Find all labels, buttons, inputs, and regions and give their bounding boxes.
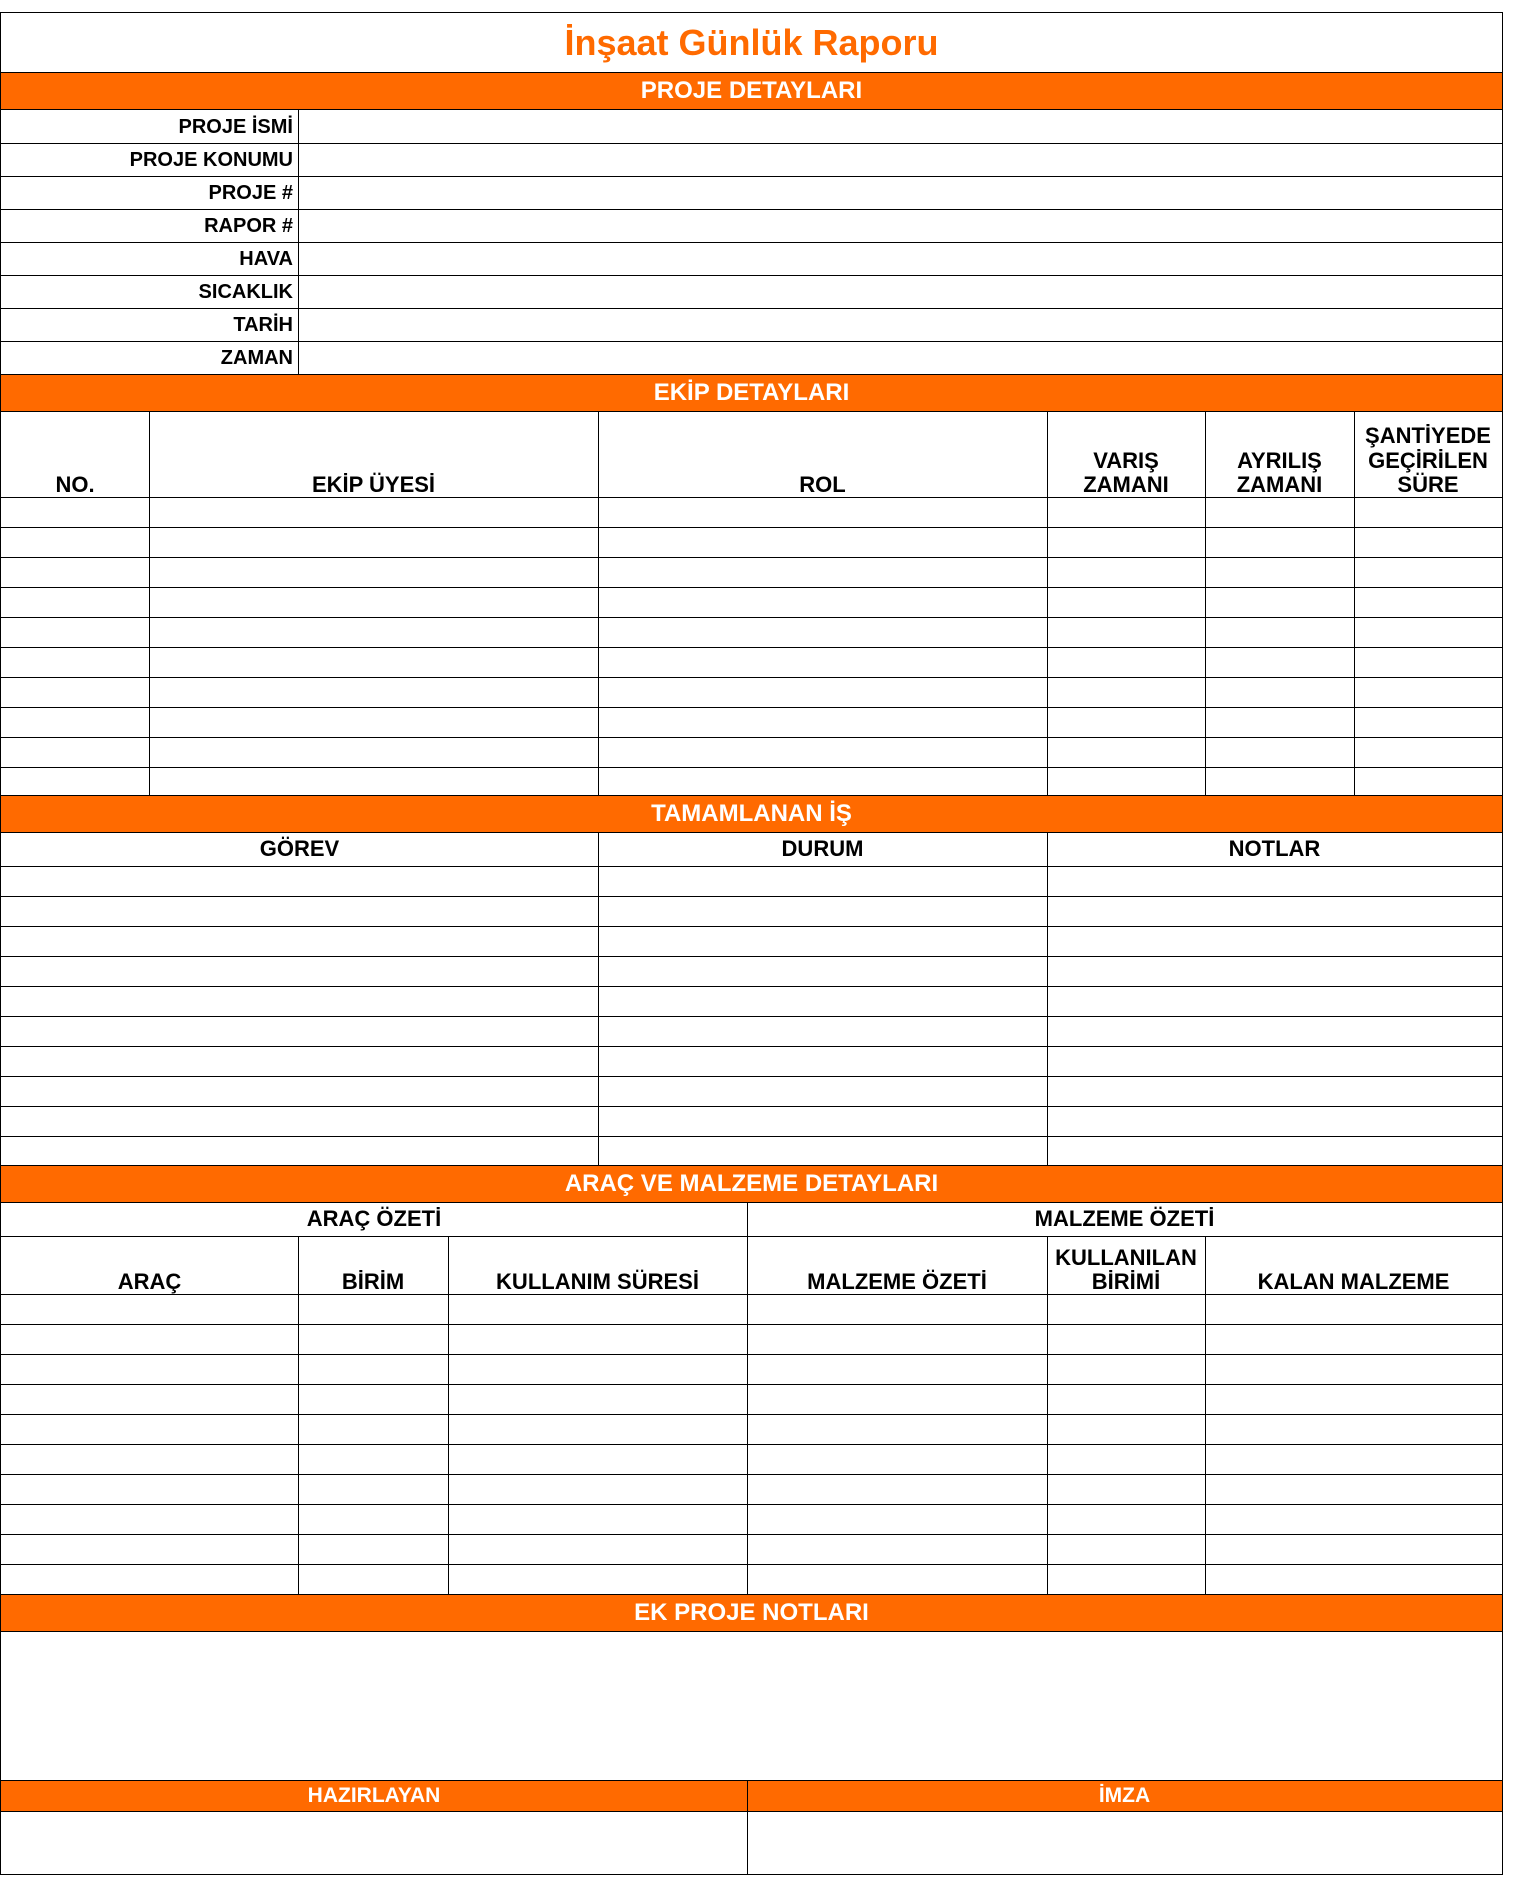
work-table-cell[interactable] (2, 867, 598, 896)
equipment-table-cell[interactable] (2, 1445, 298, 1474)
work-table-cell[interactable] (2, 927, 598, 956)
team-table-cell[interactable] (599, 678, 1047, 707)
project-field-value[interactable] (299, 110, 1502, 143)
project-field-label: HAVA (239, 247, 293, 270)
team-table-cell[interactable] (1355, 678, 1502, 707)
team-table-cell[interactable] (2, 498, 149, 527)
team-table-cell[interactable] (150, 588, 598, 617)
team-col-departure: AYRILIŞ ZAMANI (1236, 447, 1323, 497)
team-table-cell[interactable] (150, 678, 598, 707)
equipment-col-material-summary: MALZEME ÖZETİ (807, 1268, 987, 1294)
equipment-table-cell[interactable] (449, 1385, 747, 1414)
work-table-cell[interactable] (1048, 1107, 1502, 1136)
team-col-onsite-duration: ŞANTİYEDE GEÇİRİLEN SÜRE (1365, 423, 1491, 497)
team-table-cell[interactable] (1048, 648, 1205, 677)
equipment-table-cell[interactable] (2, 1295, 298, 1324)
team-table-cell[interactable] (2, 678, 149, 707)
section-additional-notes (1, 1594, 1502, 1632)
team-table-cell[interactable] (150, 498, 598, 527)
team-table-cell[interactable] (1355, 618, 1502, 647)
section-team-details-label: EKİP DETAYLARI (653, 379, 850, 406)
row-divider (1, 242, 1502, 243)
equipment-table-cell[interactable] (2, 1475, 298, 1504)
equipment-table-cell[interactable] (748, 1565, 1047, 1594)
section-completed-work (1, 795, 1502, 833)
row-divider (1, 209, 1502, 210)
equipment-table-cell[interactable] (748, 1415, 1047, 1444)
equipment-table-cell[interactable] (1048, 1295, 1205, 1324)
team-table-cell[interactable] (1206, 648, 1354, 677)
team-table-cell[interactable] (1355, 768, 1502, 797)
equipment-table-cell[interactable] (299, 1385, 448, 1414)
team-table-cell[interactable] (1048, 738, 1205, 767)
work-table-cell[interactable] (599, 957, 1047, 986)
section-project-details (1, 72, 1502, 110)
work-table-cell[interactable] (1048, 987, 1502, 1016)
equipment-table-cell[interactable] (449, 1415, 747, 1444)
section-completed-work-label: TAMAMLANAN İŞ (651, 800, 852, 827)
team-table-cell[interactable] (1355, 738, 1502, 767)
team-table-cell[interactable] (1048, 528, 1205, 557)
work-table-cell[interactable] (2, 1047, 598, 1076)
team-table-cell[interactable] (599, 618, 1047, 647)
work-table-cell[interactable] (1048, 897, 1502, 926)
team-table-cell[interactable] (2, 618, 149, 647)
equipment-table-cell[interactable] (449, 1295, 747, 1324)
row-divider (1, 341, 1502, 342)
project-field-value[interactable] (299, 209, 1502, 242)
equipment-table-cell[interactable] (449, 1355, 747, 1384)
row-divider (1, 1236, 1502, 1237)
project-field-label: PROJE # (208, 181, 293, 204)
work-table-cell[interactable] (2, 897, 598, 926)
team-col-no: NO. (55, 471, 95, 497)
team-table-cell[interactable] (1355, 558, 1502, 587)
project-field-value[interactable] (299, 308, 1502, 341)
equipment-table-cell[interactable] (299, 1355, 448, 1384)
section-team-details (1, 374, 1502, 412)
project-field-value[interactable] (299, 242, 1502, 275)
team-table-cell[interactable] (599, 738, 1047, 767)
project-field-label: PROJE KONUMU (129, 148, 293, 171)
project-field-label: ZAMAN (220, 346, 293, 369)
equipment-table-cell[interactable] (299, 1565, 448, 1594)
equipment-table-cell[interactable] (1206, 1445, 1502, 1474)
equipment-table-cell[interactable] (2, 1355, 298, 1384)
equipment-table-cell[interactable] (2, 1505, 298, 1534)
team-table-cell[interactable] (1206, 528, 1354, 557)
team-table-cell[interactable] (1048, 558, 1205, 587)
team-table-cell[interactable] (150, 708, 598, 737)
work-table-cell[interactable] (1048, 1017, 1502, 1046)
signature-field[interactable] (748, 1812, 1502, 1874)
work-table-cell[interactable] (2, 987, 598, 1016)
equipment-table-cell[interactable] (1206, 1355, 1502, 1384)
equipment-table-cell[interactable] (299, 1415, 448, 1444)
work-col-status: DURUM (781, 836, 864, 862)
team-table-cell[interactable] (150, 648, 598, 677)
team-table-cell[interactable] (1355, 648, 1502, 677)
team-table-cell[interactable] (1206, 738, 1354, 767)
team-table-cell[interactable] (599, 528, 1047, 557)
team-table-cell[interactable] (1048, 678, 1205, 707)
row-divider (1, 275, 1502, 276)
team-table-cell[interactable] (599, 498, 1047, 527)
equipment-table-cell[interactable] (299, 1535, 448, 1564)
equipment-table-cell[interactable] (449, 1535, 747, 1564)
equipment-col-unit: BİRİM (341, 1268, 405, 1294)
equipment-group-vehicles: ARAÇ ÖZETİ (306, 1206, 442, 1232)
team-table-cell[interactable] (1206, 558, 1354, 587)
equipment-table-cell[interactable] (748, 1325, 1047, 1354)
work-table-cell[interactable] (1048, 1047, 1502, 1076)
team-col-role: ROL (799, 471, 846, 497)
row-divider (1, 308, 1502, 309)
equipment-table-cell[interactable] (748, 1355, 1047, 1384)
work-table-cell[interactable] (1048, 1137, 1502, 1166)
equipment-table-cell[interactable] (1048, 1445, 1205, 1474)
team-table-cell[interactable] (599, 708, 1047, 737)
team-table-cell[interactable] (1355, 588, 1502, 617)
equipment-table-cell[interactable] (748, 1385, 1047, 1414)
work-table-cell[interactable] (599, 927, 1047, 956)
work-col-notes: NOTLAR (1228, 836, 1321, 862)
team-table-cell[interactable] (599, 588, 1047, 617)
equipment-table-cell[interactable] (1048, 1505, 1205, 1534)
project-field-label: SICAKLIK (198, 280, 293, 303)
equipment-table-cell[interactable] (2, 1385, 298, 1414)
section-equipment-materials-label: ARAÇ VE MALZEME DETAYLARI (564, 1170, 939, 1197)
team-table-cell[interactable] (1206, 678, 1354, 707)
work-table-cell[interactable] (2, 1107, 598, 1136)
work-col-task: GÖREV (259, 836, 340, 862)
team-table-cell[interactable] (599, 648, 1047, 677)
project-field-value[interactable] (299, 176, 1502, 209)
team-table-cell[interactable] (2, 708, 149, 737)
work-table-cell[interactable] (599, 987, 1047, 1016)
team-table-cell[interactable] (150, 558, 598, 587)
equipment-table-cell[interactable] (1206, 1475, 1502, 1504)
work-table-cell[interactable] (599, 897, 1047, 926)
work-table-cell[interactable] (2, 1077, 598, 1106)
team-table-cell[interactable] (599, 558, 1047, 587)
equipment-table-cell[interactable] (1048, 1325, 1205, 1354)
report-title: İnşaat Günlük Raporu (564, 21, 939, 63)
project-field-label: RAPOR # (204, 214, 293, 237)
team-col-arrival: VARIŞ ZAMANI (1083, 447, 1169, 497)
equipment-table-cell[interactable] (449, 1505, 747, 1534)
equipment-table-cell[interactable] (1206, 1295, 1502, 1324)
equipment-table-cell[interactable] (1048, 1415, 1205, 1444)
equipment-table-cell[interactable] (1048, 1475, 1205, 1504)
work-table-cell[interactable] (1048, 957, 1502, 986)
team-table-cell[interactable] (1206, 498, 1354, 527)
equipment-table-cell[interactable] (1048, 1355, 1205, 1384)
column-divider (298, 110, 299, 374)
equipment-table-cell[interactable] (748, 1505, 1047, 1534)
prepared-by-field[interactable] (1, 1812, 747, 1874)
equipment-table-cell[interactable] (1206, 1415, 1502, 1444)
equipment-col-vehicle: ARAÇ (117, 1268, 182, 1294)
work-table-cell[interactable] (2, 957, 598, 986)
equipment-table-cell[interactable] (449, 1565, 747, 1594)
section-equipment-materials (1, 1165, 1502, 1203)
work-table-cell[interactable] (599, 1137, 1047, 1166)
equipment-col-used-unit: KULLANILAN BİRİMİ (1055, 1244, 1197, 1294)
work-table-cell[interactable] (599, 1107, 1047, 1136)
team-table-cell[interactable] (1048, 768, 1205, 797)
project-field-value[interactable] (299, 341, 1502, 374)
team-table-cell[interactable] (1355, 498, 1502, 527)
team-table-cell[interactable] (2, 648, 149, 677)
equipment-table-cell[interactable] (2, 1565, 298, 1594)
work-table-cell[interactable] (2, 1137, 598, 1166)
work-table-cell[interactable] (599, 1047, 1047, 1076)
work-table-cell[interactable] (599, 1077, 1047, 1106)
equipment-table-cell[interactable] (449, 1475, 747, 1504)
equipment-table-cell[interactable] (1206, 1535, 1502, 1564)
equipment-table-cell[interactable] (1206, 1565, 1502, 1594)
work-table-cell[interactable] (1048, 927, 1502, 956)
equipment-table-cell[interactable] (748, 1535, 1047, 1564)
team-table-cell[interactable] (599, 768, 1047, 797)
team-table-cell[interactable] (150, 618, 598, 647)
team-table-cell[interactable] (1206, 768, 1354, 797)
report-sheet (0, 12, 1503, 1875)
team-table-cell[interactable] (2, 738, 149, 767)
row-divider (1, 143, 1502, 144)
section-additional-notes-label: EK PROJE NOTLARI (634, 1599, 869, 1626)
team-table-cell[interactable] (1048, 618, 1205, 647)
work-table-cell[interactable] (599, 867, 1047, 896)
row-divider (1, 176, 1502, 177)
team-table-cell[interactable] (150, 528, 598, 557)
equipment-table-cell[interactable] (748, 1295, 1047, 1324)
equipment-table-cell[interactable] (2, 1325, 298, 1354)
project-field-value[interactable] (299, 275, 1502, 308)
team-table-cell[interactable] (1048, 588, 1205, 617)
equipment-table-cell[interactable] (2, 1415, 298, 1444)
footer-signature-label: İMZA (1098, 1784, 1151, 1808)
equipment-table-cell[interactable] (299, 1325, 448, 1354)
equipment-col-remaining: KALAN MALZEME (1257, 1268, 1450, 1294)
team-table-cell[interactable] (1048, 708, 1205, 737)
team-table-cell[interactable] (150, 768, 598, 797)
team-table-cell[interactable] (2, 528, 149, 557)
equipment-table-cell[interactable] (1048, 1565, 1205, 1594)
equipment-table-cell[interactable] (449, 1445, 747, 1474)
additional-notes-field[interactable] (1, 1632, 1502, 1780)
project-field-value[interactable] (299, 143, 1502, 176)
equipment-table-cell[interactable] (1206, 1385, 1502, 1414)
equipment-table-cell[interactable] (299, 1475, 448, 1504)
team-table-cell[interactable] (1206, 708, 1354, 737)
team-col-member: EKİP ÜYESİ (311, 471, 436, 497)
equipment-table-cell[interactable] (1048, 1535, 1205, 1564)
team-table-cell[interactable] (150, 738, 598, 767)
equipment-col-usage-time: KULLANIM SÜRESİ (496, 1268, 699, 1294)
equipment-table-cell[interactable] (748, 1475, 1047, 1504)
project-field-label: TARİH (233, 313, 293, 336)
team-table-cell[interactable] (2, 768, 149, 797)
team-table-cell[interactable] (2, 558, 149, 587)
equipment-table-cell[interactable] (748, 1445, 1047, 1474)
team-table-cell[interactable] (1355, 528, 1502, 557)
section-project-details-label: PROJE DETAYLARI (640, 77, 863, 104)
work-table-cell[interactable] (599, 1017, 1047, 1046)
work-table-cell[interactable] (1048, 1077, 1502, 1106)
equipment-table-cell[interactable] (299, 1505, 448, 1534)
team-table-cell[interactable] (1206, 618, 1354, 647)
work-table-cell[interactable] (1048, 867, 1502, 896)
equipment-table-cell[interactable] (449, 1325, 747, 1354)
equipment-table-cell[interactable] (2, 1535, 298, 1564)
equipment-table-cell[interactable] (299, 1295, 448, 1324)
team-table-cell[interactable] (1355, 708, 1502, 737)
team-table-cell[interactable] (1048, 498, 1205, 527)
team-table-cell[interactable] (1206, 588, 1354, 617)
equipment-table-cell[interactable] (1048, 1385, 1205, 1414)
equipment-table-cell[interactable] (1206, 1505, 1502, 1534)
footer-prepared-by-label: HAZIRLAYAN (307, 1784, 441, 1808)
equipment-group-materials: MALZEME ÖZETİ (1034, 1206, 1215, 1232)
project-field-label: PROJE İSMİ (178, 115, 293, 138)
equipment-table-cell[interactable] (1206, 1325, 1502, 1354)
work-table-cell[interactable] (2, 1017, 598, 1046)
team-table-cell[interactable] (2, 588, 149, 617)
equipment-table-cell[interactable] (299, 1445, 448, 1474)
